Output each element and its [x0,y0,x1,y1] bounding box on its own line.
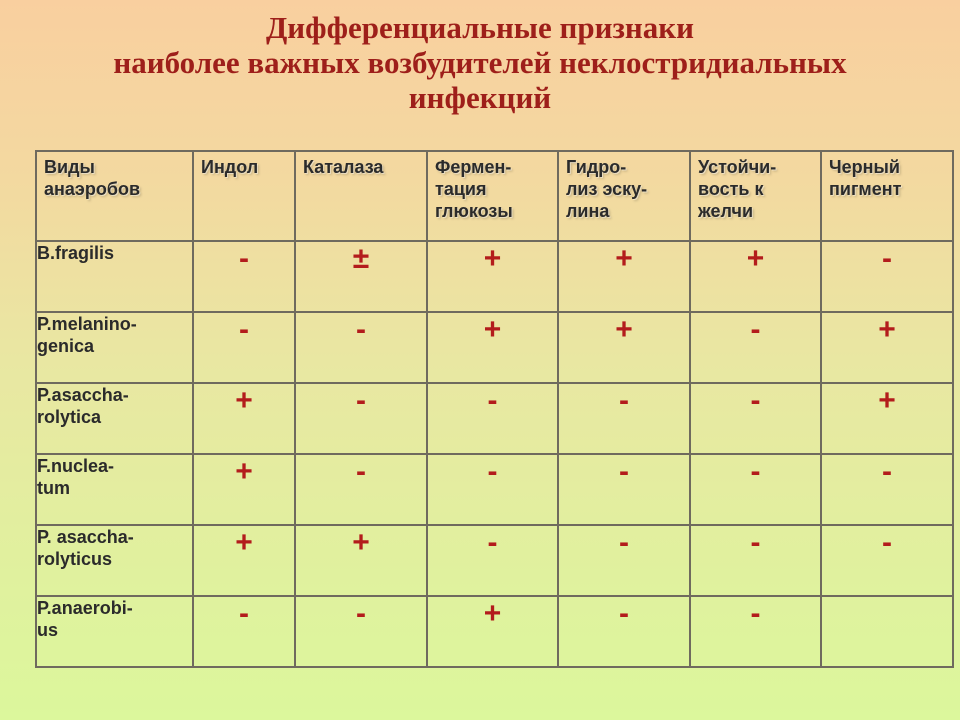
table-row [36,241,953,312]
header-black-pigment: Черный пигмент [821,151,953,241]
species-name: F.nuclea- tum [36,454,193,525]
catalase-value: - [295,312,427,383]
table-row [36,525,953,596]
slide-title [0,10,960,115]
glucose-value: + [427,312,558,383]
catalase-value: - [295,383,427,454]
indole-value: - [193,312,295,383]
header-row [36,151,953,241]
esculin-value: - [558,525,690,596]
bile-value: - [690,454,821,525]
species-name: P.anaerobi- us [36,596,193,667]
indole-value: + [193,525,295,596]
esculin-value: + [558,241,690,312]
title-line-1: Дифференциальные признаки [265,10,695,45]
bile-value: - [690,312,821,383]
esculin-value: - [558,454,690,525]
catalase-value: + [295,525,427,596]
header-indole: Индол [193,151,295,241]
header-catalase: Каталаза [295,151,427,241]
pigment-value [821,596,953,667]
pigment-value: - [821,525,953,596]
pigment-value: + [821,383,953,454]
indole-value: - [193,241,295,312]
glucose-value: - [427,454,558,525]
table-row [36,596,953,667]
indole-value: + [193,383,295,454]
species-name: P.melanino- genica [36,312,193,383]
bile-value: - [690,596,821,667]
header-bile-resistance: Устойчи- вость к желчи [690,151,821,241]
table-row [36,454,953,525]
esculin-value: + [558,312,690,383]
pigment-value: - [821,241,953,312]
pigment-value: - [821,454,953,525]
glucose-value: - [427,525,558,596]
esculin-value: - [558,596,690,667]
table-row [36,312,953,383]
title-line-3: инфекций [408,80,552,115]
catalase-value: - [295,596,427,667]
species-name: B.fragilis [36,241,193,312]
species-name: P. asaccha- rolyticus [36,525,193,596]
bile-value: + [690,241,821,312]
bile-value: - [690,525,821,596]
glucose-value: + [427,596,558,667]
indole-value: + [193,454,295,525]
species-name: P.asaccha- rolytica [36,383,193,454]
esculin-value: - [558,383,690,454]
table-row [36,383,953,454]
differential-table [35,150,954,668]
header-glucose-fermentation: Фермен- тация глюкозы [427,151,558,241]
catalase-value: - [295,454,427,525]
header-esculin-hydrolysis: Гидро- лиз эску- лина [558,151,690,241]
catalase-value: ± [295,241,427,312]
title-line-2: наиболее важных возбудителей неклостридиальных [113,45,847,80]
pigment-value: + [821,312,953,383]
glucose-value: + [427,241,558,312]
glucose-value: - [427,383,558,454]
indole-value: - [193,596,295,667]
bile-value: - [690,383,821,454]
header-species: Виды анаэробов [36,151,193,241]
